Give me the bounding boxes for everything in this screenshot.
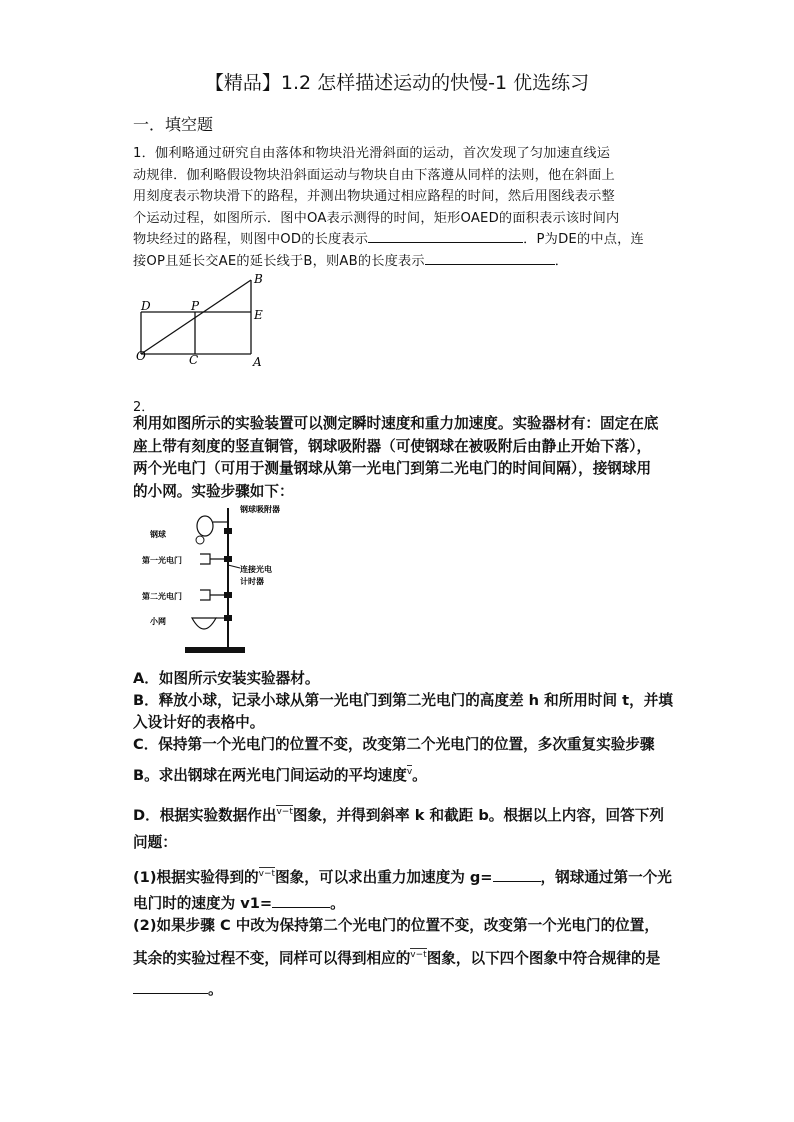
- label-p: P: [191, 299, 200, 313]
- step-c-line-1: C．保持第一个光电门的位置不变，改变第二个光电门的位置，多次重复实验步骤: [133, 736, 655, 753]
- vt-symbol: v−t: [410, 950, 427, 961]
- answer-blank-ab[interactable]: [425, 251, 555, 265]
- answer-blank-g[interactable]: [493, 869, 541, 882]
- q1-line-6: 接OP且延长交AE的延长线于B，则AB的长度表示 ．: [133, 251, 663, 273]
- sub-question-2-line-2: 其余的实验过程不变，同样可以得到相应的$^{v-t}$图象，以下四个图象中符合规律的是: [133, 950, 661, 967]
- q1-line-1: 1．伽利略通过研究自由落体和物块沿光滑斜面的运动，首次发现了匀加速直线运: [133, 146, 611, 161]
- label-ball: 钢球: [150, 530, 166, 539]
- label-gate1: 第一光电门: [142, 556, 182, 565]
- q1-line-4: 个运动过程，如图所示．图中OA表示测得的时间，矩形OAED的面积表示该时间内: [133, 210, 620, 226]
- step-b-line-2: 入设计好的表格中。: [133, 714, 265, 731]
- gate-2: [200, 590, 210, 600]
- apparatus-base: [185, 647, 245, 653]
- label-e: E: [254, 308, 263, 322]
- steel-ball: [196, 536, 204, 544]
- answer-blank-v1[interactable]: [272, 895, 330, 908]
- step-c-line-2: B。求出钢球在两光电门间运动的平均速度$^v$。: [133, 767, 427, 784]
- label-net: 小网: [150, 617, 166, 626]
- label-c: C: [189, 353, 199, 367]
- sub-question-1-line-2: 电门时的速度为 v1= 。: [133, 895, 345, 912]
- q2-intro: 利用如图所示的实验装置可以测定瞬时速度和重力加速度。实验器材有：固定在底座上带有刻度的竖直铜管，钢球吸附器（可使钢球在被吸附后由静止开始下落），两个光电门（可用于测量钢球从第一光电门到第二光电门的时间间隔），接钢球用的小网。实验步骤如下：: [133, 415, 659, 500]
- label-b: B: [254, 272, 263, 286]
- net: [192, 618, 216, 629]
- vt-symbol: v−t: [276, 807, 293, 818]
- step-d-line-1: D．根据实验数据作出$^{v-t}$图象，并得到斜率 k 和截距 b。根据以上内容，回答下列: [133, 807, 664, 824]
- line-ob: [141, 280, 251, 354]
- label-timer: 计时器: [240, 577, 264, 586]
- adsorber: [197, 516, 213, 536]
- apparatus-diagram: [140, 500, 310, 660]
- question-1: [133, 143, 663, 272]
- label-connect: 连接光电: [240, 565, 272, 574]
- section-heading: 一．填空题: [133, 115, 214, 134]
- step-a: A．如图所示安装实验器材。: [133, 670, 320, 687]
- sub-question-2-line-1: (2)如果步骤 C 中改为保持第二个光电门的位置不变，改变第一个光电门的位置，: [133, 917, 659, 934]
- label-a: A: [253, 355, 262, 369]
- sub-question-2-line-3: 。: [133, 978, 668, 999]
- q1-line-5: 物块经过的路程，则图中OD的长度表示 ．P为DE的中点，连: [133, 229, 663, 251]
- step-d-line-2: 问题：: [133, 834, 177, 851]
- step-b-line-1: B．释放小球，记录小球从第一光电门到第二光电门的高度差 h 和所用时间 t，并填: [133, 692, 673, 709]
- sub-question-1-line-1: (1)根据实验得到的$^{v-t}$图象，可以求出重力加速度为 g= ，钢球通过第一个光: [133, 869, 672, 886]
- label-o: O: [136, 349, 146, 363]
- label-adsorber: 钢球吸附器: [240, 505, 280, 514]
- q1-line-2: 动规律．伽利略假设物块沿斜面运动与物块自由下落遵从同样的法则，他在斜面上: [133, 167, 615, 183]
- gate-1: [200, 554, 210, 564]
- answer-blank-graph[interactable]: [133, 981, 208, 994]
- answer-blank-od[interactable]: [368, 229, 523, 243]
- vt-symbol: v−t: [258, 869, 276, 880]
- label-d: D: [141, 299, 151, 313]
- q2-number: 2．: [133, 400, 155, 415]
- label-gate2: 第二光电门: [142, 592, 182, 601]
- v-bar-symbol: v: [406, 767, 413, 778]
- q1-diagram: [133, 272, 273, 372]
- q1-line-3: 用刻度表示物块滑下的路程，并测出物块通过相应路程的时间，然后用图线表示整: [133, 189, 615, 204]
- page-title: 【精品】1.2 怎样描述运动的快慢-1 优选练习: [204, 72, 590, 94]
